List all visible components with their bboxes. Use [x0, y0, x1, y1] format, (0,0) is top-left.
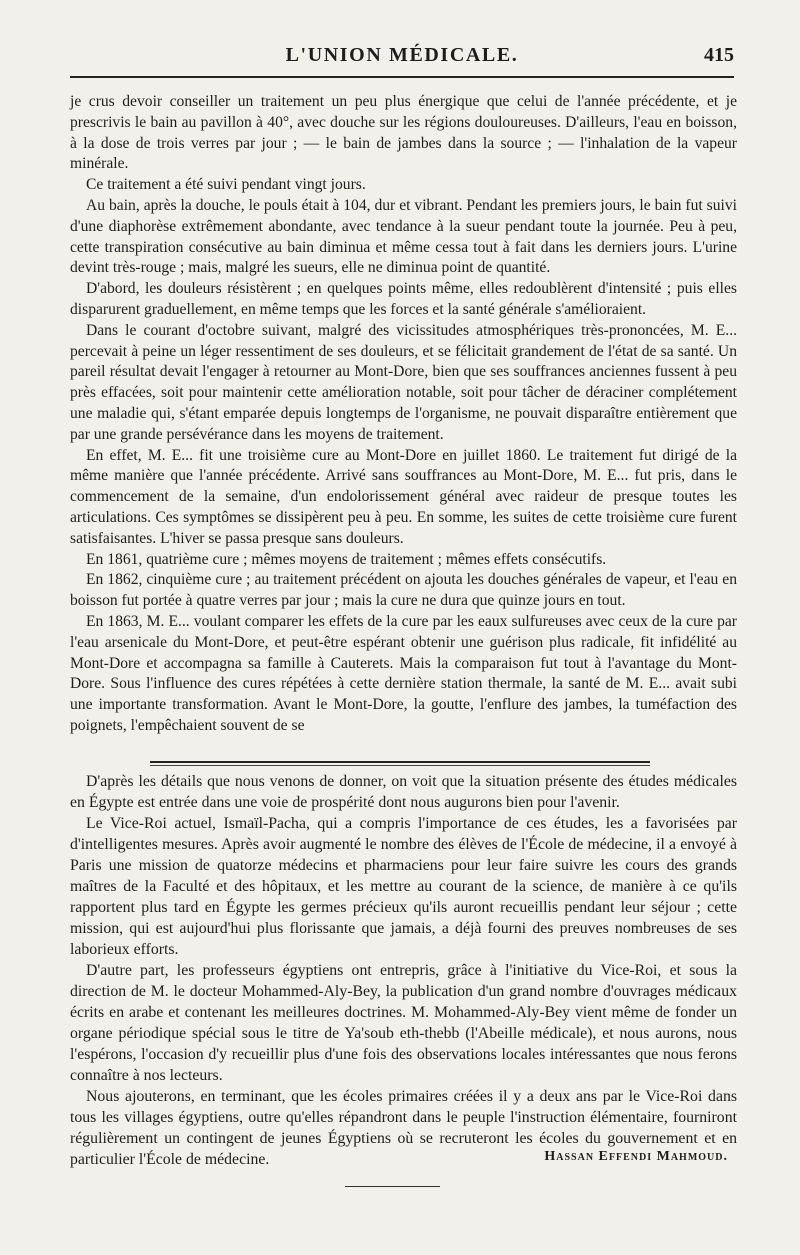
paragraph: Nous ajouterons, en terminant, que les écoles primaires créées il y a deux ans par le Vice-Roi dans tous les villages égyptiens, outre qu'elles répandront dans le peuple l'instruction élémentaire, fourniront régulièrement un contingent de jeunes Égyptiens où se recruteront les écoles du gouvernement et en particulier l'École de médecine.	[70, 1088, 737, 1168]
paragraph: D'autre part, les professeurs égyptiens ont entrepris, grâce à l'initiative du Vice-Roi, et sous la direction de M. le docteur Mohammed-Aly-Bey, la publication d'un grand nombre d'ouvrages médicaux écrits en arabe et contenant les meilleures doctrines. M. Mohammed-Aly-Bey vient même de fonder un organe périodique spécial sous le titre de Ya'soub eth-thebb (l'Abeille médicale), et nous aurons, nous l'espérons, l'occasion d'y recueillir plus d'une fois des observations locales intéressantes que nous ferons connaître à nos lecteurs.	[70, 962, 737, 1084]
paragraph: D'abord, les douleurs résistèrent ; en quelques points même, elles redoublèrent d'intensité ; puis elles disparurent graduellement, en même temps que les forces et la santé générale s'amélioraient.	[70, 280, 737, 318]
upper-article-column	[70, 92, 737, 737]
lower-article-column	[70, 771, 737, 1170]
paragraph: Ce traitement a été suivi pendant vingt jours.	[86, 176, 366, 194]
paragraph: Dans le courant d'octobre suivant, malgré des vicissitudes atmosphériques très-prononcées, M. E... percevait à peine un léger ressentiment de ses douleurs, et se félicitait grandement de l'état de sa santé. Un pareil résultat devait l'engager à retourner au Mont-Dore, bien que ses souffrances anciennes fussent à peu près effacées, soit pour maintenir cette amélioration notable, soit pour tâcher de déraciner complétement une maladie qui, s'étant emparée depuis longtemps de l'organisme, ne pouvait disparaître entièrement que par une grande persévérance dans les moyens de traitement.	[70, 321, 737, 443]
section-separator-rule	[150, 761, 650, 766]
header-rule	[70, 76, 734, 78]
journal-title: L'UNION MÉDICALE.	[285, 44, 519, 66]
page-number: 415	[704, 44, 734, 66]
paragraph: Le Vice-Roi actuel, Ismaïl-Pacha, qui a compris l'importance de ces études, les a favorisées par d'intelligentes mesures. Après avoir augmenté le nombre des élèves de l'École de médecine, il a envoyé à Paris une mission de quatorze médecins et pharmaciens pour leur faire suivre les cours des grands maîtres de la Faculté et des hôpitaux, et les mettre au courant de la science, de manière à ce qu'ils rapportent plus tard en Égypte les germes précieux qu'ils auront recueillis pendant leur séjour ; cette mission, qui est aujourd'hui plus florissante que jamais, a déjà fourni des preuves nombreuses de ses laborieux efforts.	[70, 815, 737, 958]
running-head	[70, 44, 734, 76]
paragraph: D'après les détails que nous venons de donner, on voit que la situation présente des études médicales en Égypte est entrée dans une voie de prospérité dont nous augurons bien pour l'avenir.	[70, 773, 737, 811]
paragraph: En 1861, quatrième cure ; mêmes moyens de traitement ; mêmes effets consécutifs.	[86, 550, 607, 568]
paragraph: Au bain, après la douche, le pouls était à 104, dur et vibrant. Pendant les premiers jours, le bain fut suivi d'une diaphorèse extrêmement abondante, avec tendance à la sueur pendant toute la journée. Peu à peu, cette transpiration consécutive au bain diminua et même cessa tout à fait dans les derniers jours. L'urine devint très-rouge ; mais, malgré les sueurs, elle ne diminua point de quantité.	[70, 196, 737, 277]
author-signature: Hassan Effendi Mahmoud.	[544, 1149, 728, 1164]
paragraph: En 1862, cinquième cure ; au traitement précédent on ajouta les douches générales de vapeur, et l'eau en boisson fut portée à quatre verres par jour ; mais la cure ne dura que quinze jours en tout.	[70, 571, 737, 610]
paragraph: En effet, M. E... fit une troisième cure au Mont-Dore en juillet 1860. Le traitement fut dirigé de la même manière que l'année précédente. Arrivé sans souffrances au Mont-Dore, M. E... fut pris, dans le commencement de la semaine, d'un endolorissement général avec raideur de presque toutes les articulations. Ces symptômes se dissipèrent peu à peu. En somme, les suites de cette troisième cure furent satisfaisantes. L'hiver se passa presque sans douleurs.	[70, 446, 737, 547]
paragraph: je crus devoir conseiller un traitement un peu plus énergique que celui de l'année précédente, et je prescrivis le bain au pavillon à 40°, avec douche sur les régions douloureuses. D'ailleurs, l'eau en boisson, à la dose de trois verres par jour ; — le bain de jambes dans la source ; — l'inhalation de la vapeur minérale.	[70, 93, 737, 173]
paragraph: En 1863, M. E... voulant comparer les effets de la cure par les eaux sulfureuses avec ceux de la cure par l'eau arsenicale du Mont-Dore, et peut-être espérant obtenir une guérison plus radicale, fit infidélité au Mont-Dore et accompagna sa famille à Cauterets. Mais la comparaison fut tout à l'avantage du Mont-Dore. Sous l'influence des cures répétées à cette dernière station thermale, la santé de M. E... avait subi une importante transformation. Avant le Mont-Dore, la goutte, l'enflure des jambes, la tuméfaction des poignets, l'empêchaient souvent de se	[70, 612, 737, 734]
footnote-rule	[345, 1186, 440, 1187]
